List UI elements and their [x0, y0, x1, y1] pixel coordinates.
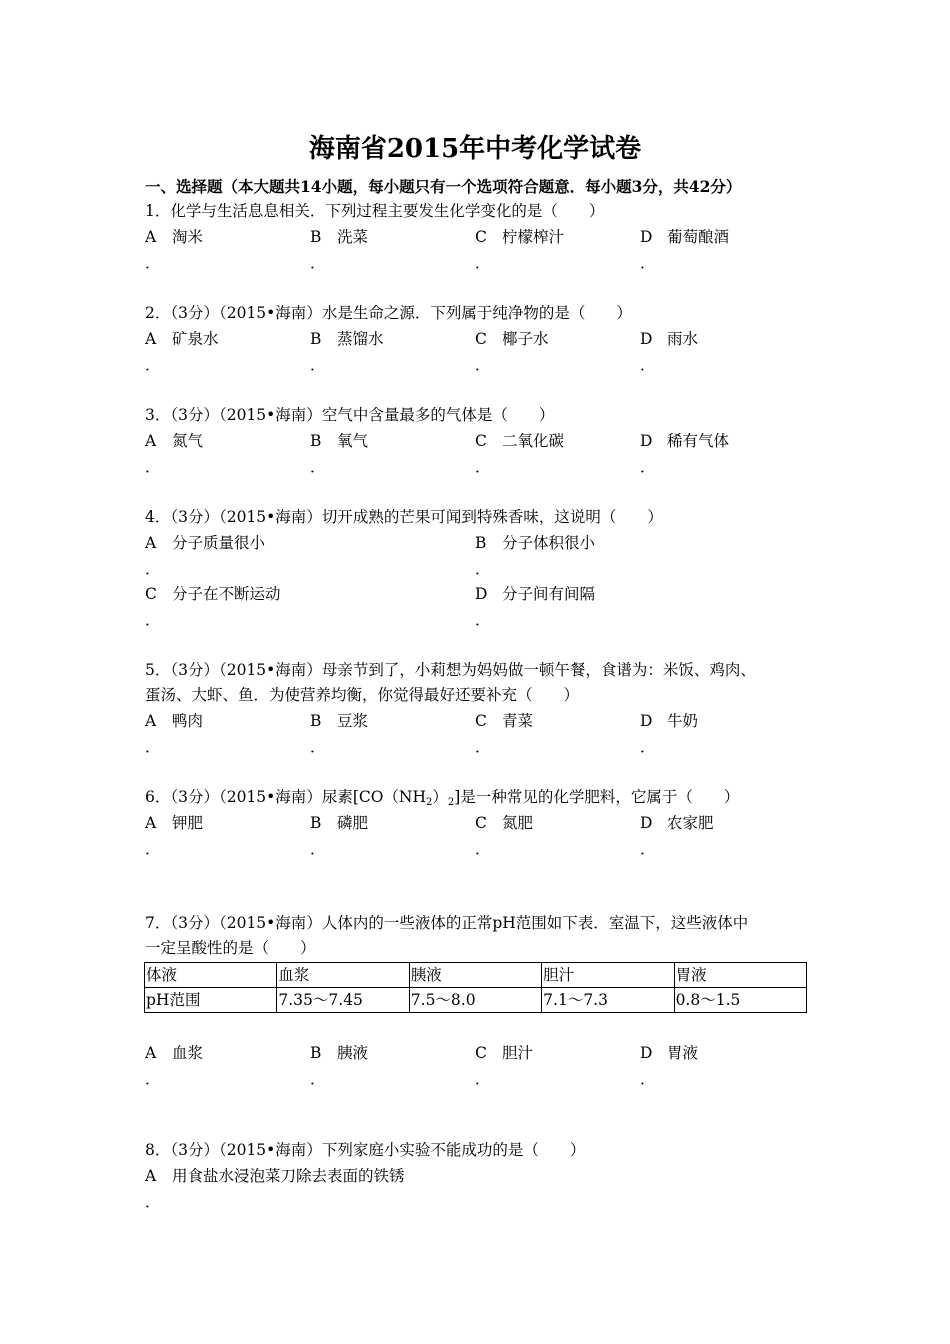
- q4-option-d: D 分子间有间隔: [475, 585, 596, 603]
- q2-option-a: A 矿泉水: [145, 330, 219, 348]
- q6-option-c: C 氮肥: [475, 814, 534, 832]
- q1-option-c: C 柠檬榨汁: [475, 228, 565, 246]
- question-7-stem-line2: 一定呈酸性的是（ ）: [145, 939, 316, 957]
- q1-option-a: A 淘米: [145, 228, 204, 246]
- table-header-row: [145, 963, 807, 988]
- table-row: [145, 988, 807, 1013]
- dot-marker: ．: [145, 458, 161, 476]
- q7-option-d: D 胃液: [640, 1044, 699, 1062]
- q3-option-a: A 氮气: [145, 432, 204, 450]
- q7-option-b: B 胰液: [310, 1044, 369, 1062]
- question-8-stem: 8．（3分）（2015•海南）下列家庭小实验不能成功的是（ ）: [145, 1141, 586, 1159]
- dot-marker: ．: [310, 738, 326, 756]
- q5-option-a: A 鸭肉: [145, 712, 204, 730]
- q2-option-b: B 蒸馏水: [310, 330, 384, 348]
- q5-option-c: C 青菜: [475, 712, 534, 730]
- dot-marker: ．: [145, 1193, 161, 1211]
- dot-marker: ．: [145, 611, 161, 629]
- q1-option-b: B 洗菜: [310, 228, 369, 246]
- q6-option-d: D 农家肥: [640, 814, 714, 832]
- dot-marker: ．: [475, 254, 491, 272]
- question-2-stem: 2．（3分）（2015•海南）水是生命之源．下列属于纯净物的是（ ）: [145, 304, 632, 322]
- dot-marker: ．: [475, 458, 491, 476]
- dot-marker: ．: [145, 1070, 161, 1088]
- q4-option-b: B 分子体积很小: [475, 534, 596, 552]
- q2-option-c: C 椰子水: [475, 330, 549, 348]
- q3-option-d: D 稀有气体: [640, 432, 730, 450]
- dot-marker: ．: [475, 356, 491, 374]
- page-title: 海南省2015年中考化学试卷: [308, 134, 642, 164]
- table-cell: 体液: [145, 963, 277, 988]
- q4-option-c: C 分子在不断运动: [145, 585, 281, 603]
- dot-marker: ．: [640, 356, 656, 374]
- q6-option-b: B 磷肥: [310, 814, 369, 832]
- table-cell: 胃液: [674, 963, 806, 988]
- dot-marker: ．: [640, 458, 656, 476]
- question-1-stem: 1．化学与生活息息相关．下列过程主要发生化学变化的是（ ）: [145, 202, 605, 220]
- dot-marker: ．: [640, 738, 656, 756]
- dot-marker: ．: [310, 1070, 326, 1088]
- table-cell: 血浆: [277, 963, 409, 988]
- q2-option-d: D 雨水: [640, 330, 699, 348]
- table-cell: 胆汁: [542, 963, 674, 988]
- q1-option-d: D 葡萄酿酒: [640, 228, 730, 246]
- q6-option-a: A 钾肥: [145, 814, 204, 832]
- dot-marker: ．: [310, 458, 326, 476]
- dot-marker: ．: [145, 738, 161, 756]
- dot-marker: ．: [475, 738, 491, 756]
- dot-marker: ．: [475, 560, 491, 578]
- ph-range-table: [144, 962, 807, 1013]
- q5-option-d: D 牛奶: [640, 712, 699, 730]
- dot-marker: ．: [145, 840, 161, 858]
- q4-option-a: A 分子质量很小: [145, 534, 266, 552]
- q8-option-a: A 用食盐水浸泡菜刀除去表面的铁锈: [145, 1167, 405, 1185]
- question-6-stem: 6．（3分）（2015•海南）尿素$[CO(NH_2)_2]$是一种常见的化学肥料，它属于（ ）: [145, 788, 740, 808]
- dot-marker: ．: [475, 840, 491, 858]
- q7-option-a: A 血浆: [145, 1044, 204, 1062]
- table-cell: 胰液: [409, 963, 541, 988]
- dot-marker: ．: [640, 1070, 656, 1088]
- dot-marker: ．: [310, 840, 326, 858]
- section-heading: 一、选择题（本大题共14小题，每小题只有一个选项符合题意．每小题3分，共42分）: [145, 177, 742, 196]
- table-cell: 7.1～7.3: [542, 988, 674, 1013]
- q3-option-c: C 二氧化碳: [475, 432, 565, 450]
- dot-marker: ．: [640, 254, 656, 272]
- dot-marker: ．: [310, 356, 326, 374]
- table-cell: 0.8～1.5: [674, 988, 806, 1013]
- dot-marker: ．: [310, 254, 326, 272]
- table-cell: 7.5～8.0: [409, 988, 541, 1013]
- dot-marker: ．: [640, 840, 656, 858]
- dot-marker: ．: [475, 1070, 491, 1088]
- question-7-stem-line1: 7．（3分）（2015•海南）人体内的一些液体的正常pH范围如下表．室温下，这些液体中: [145, 914, 749, 932]
- question-5-stem-line2: 蛋汤、大虾、鱼．为使营养均衡，你觉得最好还要补充（ ）: [145, 686, 580, 704]
- table-cell: pH范围: [145, 988, 277, 1013]
- q3-option-b: B 氧气: [310, 432, 369, 450]
- q7-option-c: C 胆汁: [475, 1044, 534, 1062]
- dot-marker: ．: [145, 356, 161, 374]
- dot-marker: ．: [145, 254, 161, 272]
- dot-marker: ．: [475, 611, 491, 629]
- dot-marker: ．: [145, 560, 161, 578]
- question-4-stem: 4．（3分）（2015•海南）切开成熟的芒果可闻到特殊香味，这说明（ ）: [145, 508, 663, 526]
- question-5-stem-line1: 5．（3分）（2015•海南）母亲节到了，小莉想为妈妈做一顿午餐，食谱为：米饭、鸡肉、: [145, 661, 756, 679]
- question-3-stem: 3．（3分）（2015•海南）空气中含量最多的气体是（ ）: [145, 406, 555, 424]
- table-cell: 7.35～7.45: [277, 988, 409, 1013]
- q5-option-b: B 豆浆: [310, 712, 369, 730]
